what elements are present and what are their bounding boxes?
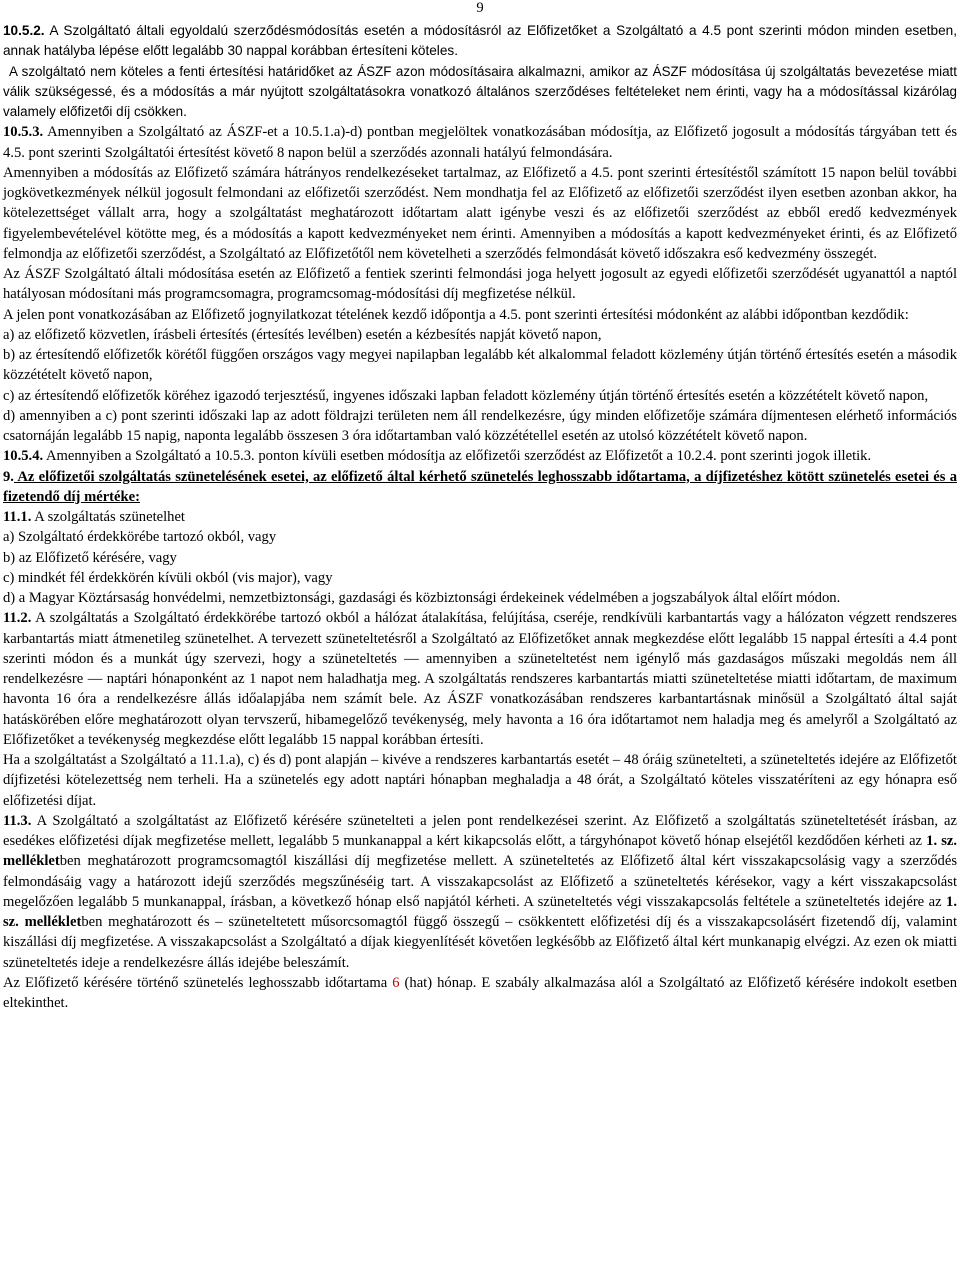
paragraph-text: A szolgáltató nem köteles a fenti értesítési határidőket az ÁSZF azon módosításaira alkalmazni, amikor az ÁSZF módosítása új szolgáltatás bevezetése miatt válik szükségessé, és a módosítás a már nyújtott szolgáltatásokra vonatkozó általános szerződéses feltételeket nem érinti, vagy ha a módosítással kizárólag valamely előfizetői díj csökken.: [3, 63, 957, 119]
paragraph-b19: [3, 750, 957, 811]
section-number: 9.: [3, 468, 14, 485]
paragraph-text: Amennyiben a Szolgáltató a 10.5.3. ponton kívüli esetben módosítja az előfizetői szerződést az Előfizetőt a 10.2.4. pont szerinti jogok illetik.: [43, 448, 872, 465]
paragraph-b17: [3, 588, 957, 608]
paragraph-text: A jelen pont vonatkozásában az Előfizető jognyilatkozat tételének kezdő időpontja a 4.5. pont szerinti értesítési módonként az alábbi időpontban kezdődik:: [3, 306, 909, 323]
paragraph-text: Az Előfizető kérésére történő szünetelés leghosszabb időtartama: [3, 974, 393, 991]
paragraph-text: A szolgáltatás szünetelhet: [31, 509, 185, 525]
paragraph-text: b) az Előfizető kérésére, vagy: [3, 549, 177, 566]
paragraph-b20: [3, 811, 957, 973]
paragraph-text: c) az értesítendő előfizetők köréhez igazodó terjesztésű, ingyenes időszaki lapban feladott közlemény útján történő értesítés esetén a közzétételt követő napon,: [3, 387, 929, 404]
paragraph-b3: [3, 122, 957, 163]
section-number: 10.5.2.: [3, 23, 45, 38]
annex-reference: 1. sz. melléklet: [3, 833, 957, 870]
section-number: 11.2.: [3, 610, 32, 627]
paragraph-b5: [3, 264, 957, 305]
paragraph-b7: [3, 325, 957, 345]
paragraph-b14: [3, 527, 957, 547]
paragraph-text: b) az értesítendő előfizetők körétől függően országos vagy megyei napilapban legalább két alkalommal feladott közlemény útján történő értesítés esetén a második közzétételt követő napon,: [3, 347, 957, 384]
paragraph-b1: [3, 21, 957, 62]
section-number: 10.5.4.: [3, 448, 44, 465]
paragraph-b2: [3, 62, 957, 123]
section-number: 10.5.3.: [3, 124, 44, 141]
paragraph-text: A Szolgáltató általi egyoldalú szerződésmódosítás esetén a módosításról az Előfizetőket a Szolgáltató a 4.5 pont szerinti módon minden esetben, annak hatályba lépése előtt legalább 30 nappal korábban értesíteni köteles.: [3, 23, 957, 59]
paragraph-text: Amennyiben a módosítás az Előfizető számára hátrányos rendelkezéseket tartalmaz, az Előfizető a 4.5. pont szerinti értesítéstől számított 15 napon belül további jogkövetkezmények nélkül jogosult felmondani az előfizetői szerződést. Nem mondhatja fel az Előfizető az előfizetői szerződést ilyen esetben azonban akkor, ha kötelezettséget vállalt arra, hogy a szolgáltatást meghatározott időtartam alatt igénybe veszi és az előfizetői szerződést az ebből eredő kedvezmények figyelembevételével kötötte meg, és a módosítás a kapott kedvezményeket nem érinti. Amennyiben a módosítás a kapott kedvezményeket érinti, és az Előfizető felmondja az előfizetői szerződést, a Szolgáltató az Előfizetőtől nem követelheti a szerződés felmondását követő időszakra eső kedvezmény összegét.: [3, 164, 957, 262]
paragraph-b9: [3, 386, 957, 406]
paragraph-text: ben meghatározott programcsomagtól kiszállási díj megfizetése mellett. A szüneteltetés az Előfizető által kért visszakapcsolásig vagy a szerződés felmondásáig vagy a határozott idejű szerződés megszűnéséig tart. A visszakapcsolást az Előfizető a szüneteltetés kérésekor, vagy a kért visszakapcsolást megelőzően legalább 5 munkanappal, írásban, a következő hónap első napjától kérheti. A szüneteltetés végi visszakapcsolás feltétele a szüneteltetés idejére az: [3, 853, 957, 910]
paragraph-text: d) a Magyar Köztársaság honvédelmi, nemzetbiztonsági, gazdasági és közbiztonsági érdekeinek védelmében a jogszabályok által előírt módon.: [3, 590, 841, 606]
paragraph-text: (hat) hónap. E szabály alkalmazása alól a Szolgáltató az Előfizető kérésére indokolt esetben eltekinthet.: [3, 974, 957, 1011]
paragraph-text: A szolgáltatás a Szolgáltató érdekkörébe tartozó okból a hálózat átalakítása, felújítása, cseréje, rendkívüli karbantartás vagy a hálózaton végzett rendszeres karbantartás miatt átmenetileg szünetelhet. A tervezett szüneteltetésről a Szolgáltató az Előfizetőket annak megkezdése előtt legalább 15 nappal értesíti a 4.4 pont szerinti módon és a munkát úgy szervezi, hogy a szüneteltetés — amennyiben a szüneteltetést nem igénylő más gazdaságos műszaki megoldás nem áll rendelkezésre — naptári hónaponként az 1 napot nem haladhatja meg. A szolgáltatás rendszeres karbantartás miatti szüneteltetése miatti időtartam, de maximum havonta 16 óra a rendelkezésre állás időalapjába nem számít bele. Az ÁSZF vonatkozásában rendszeres karbantartásnak minősül a Szolgáltató által saját hatáskörében előre meghatározott olyan tervszerű, hibamegelőző tevékenység, mely havonta a 16 óra időtartamot nem haladja meg és amelyről a Szolgáltató az Előfizetőket a tevékenység megkezdése előtt legalább 15 nappal korábban értesíti.: [3, 610, 957, 748]
document-body: [3, 21, 957, 1013]
paragraph-b6: [3, 305, 957, 325]
paragraph-text: A Szolgáltató a szolgáltatást az Előfizető kérésére szünetelteti a jelen pont rendelkezései szerint. Az Előfizető a szolgáltatás szüneteltetését írásban, az esedékes előfizetési díjak megfizetése mellett, legalább 5 munkanappal a kért kikapcsolás előtt, a tárgyhónapot követő hónap elsejétől kezdődően kérheti az: [3, 812, 957, 849]
paragraph-b12: [3, 467, 957, 508]
section-number: 11.3.: [3, 812, 32, 829]
highlighted-value: 6: [392, 974, 400, 991]
annex-reference: 1. sz. melléklet: [3, 893, 957, 930]
paragraph-b21: [3, 973, 957, 1014]
paragraph-b8: [3, 345, 957, 386]
section-heading: Az előfizetői szolgáltatás szünetelésének esetei, az előfizető által kérhető szünetelés leghosszabb időtartama, a díjfizetéshez kötött szünetelés esetei és a fizetendő díj mértéke:: [3, 468, 957, 505]
paragraph-text: d) amennyiben a c) pont szerinti időszaki lap az adott földrajzi területen nem áll rendelkezésre, úgy minden előfizetője számára díjmentesen elérhető információs csatornáján legalább 15 napig, naponta legalább összesen 3 óra időtartamban való közzététellel esetén az utolsó közzétételt követő napon.: [3, 407, 957, 444]
paragraph-b18: [3, 608, 957, 750]
paragraph-text: a) Szolgáltató érdekkörébe tartozó okból, vagy: [3, 529, 277, 546]
paragraph-b13: [3, 507, 957, 527]
paragraph-text: Amennyiben a Szolgáltató az ÁSZF-et a 10.5.1.a)-d) pontban megjelöltek vonatkozásában módosítja, az Előfizető jogosult a módosítás tárgyában tett és 4.5. pont szerinti Szolgáltatói értesítést követő 8 napon belül a szerződés azonnali hatályú felmondására.: [3, 124, 957, 161]
paragraph-b11: [3, 446, 957, 466]
paragraph-text: Az ÁSZF Szolgáltató általi módosítása esetén az Előfizető a fentiek szerinti felmondási joga helyett jogosult az egyedi előfizetői szerződését ugyanattól a naptól hatályosan módosítani más programcsomagra, programcsomag-módosítási díj megfizetése nélkül.: [3, 266, 957, 303]
paragraph-text: a) az előfizető közvetlen, írásbeli értesítés (értesítés levélben) esetén a kézbesítés napját követő napon,: [3, 326, 602, 343]
paragraph-text: Ha a szolgáltatást a Szolgáltató a 11.1.a), c) és d) pont alapján – kivéve a rendszeres karbantartás esetét – 48 óráig szünetelteti, a szüneteltetés idejére az Előfizetőt díjfizetési kötelezettség nem terheli. Ha a szünetelés egy adott naptári hónapban meghaladja a 48 órát, a Szolgáltató köteles visszatéríteni az egy hónapra eső előfizetési díjat.: [3, 752, 957, 809]
section-number: 11.1.: [3, 509, 32, 525]
paragraph-text: ben meghatározott és – szüneteltetett műsorcsomagtól függő összegű – csökkentett előfizetési díj és a visszakapcsolásért fizetendő díj, valamint kiszállási díj megfizetése. A visszakapcsolást a Szolgáltató a díjak kiegyenlítését követően legkésőbb az Előfizető által kért munkanapig elvégzi. Az ezen ok miatti szüneteltetés ideje a rendelkezésre állás idejébe beleszámít.: [3, 914, 958, 971]
paragraph-b16: [3, 568, 957, 588]
paragraph-b10: [3, 406, 957, 447]
page-number: 9: [476, 0, 484, 16]
paragraph-b4: [3, 163, 957, 264]
paragraph-b15: [3, 548, 957, 568]
paragraph-text: c) mindkét fél érdekkörén kívüli okból (vis major), vagy: [3, 569, 333, 586]
